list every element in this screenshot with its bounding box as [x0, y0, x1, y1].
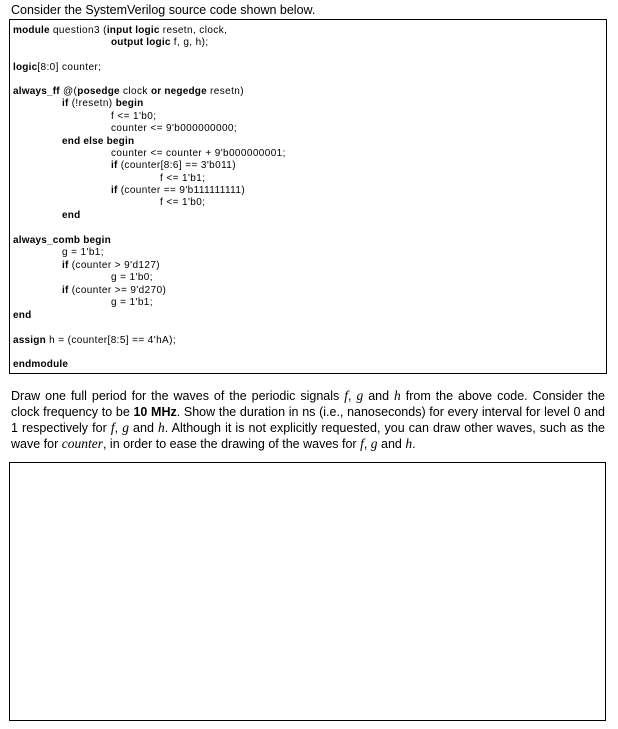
code-keyword: or negedge: [150, 86, 207, 97]
code-line: [62, 210, 80, 222]
code-line: [62, 247, 104, 259]
code-keyword: if: [111, 160, 118, 171]
code-line: [62, 136, 134, 148]
code-keyword: endmodule: [13, 359, 69, 370]
code-text: resetn, clock,: [159, 25, 228, 36]
code-text: f <= 1'b0;: [160, 197, 206, 208]
code-line: [111, 111, 156, 123]
code-keyword: begin: [115, 98, 144, 109]
code-text: resetn): [206, 86, 244, 97]
code-text: counter <= counter + 9'b000000001;: [111, 148, 286, 159]
intro-text: Consider the SystemVerilog source code shown below.: [11, 3, 316, 17]
code-keyword: module: [13, 25, 50, 36]
code-line: [111, 37, 209, 49]
code-keyword: posedge: [77, 86, 120, 97]
code-line: [62, 98, 143, 110]
code-line: [13, 359, 68, 371]
code-keyword: if: [111, 185, 118, 196]
code-line: [111, 297, 153, 309]
code-text: (!resetn): [68, 98, 116, 109]
code-text: f <= 1'b0;: [111, 111, 157, 122]
code-keyword: assign: [13, 335, 46, 346]
code-keyword: always_comb begin: [13, 235, 111, 246]
code-line: [13, 62, 101, 74]
code-text: h = (counter[8:5] == 4'hA);: [45, 335, 177, 346]
code-text: (counter > 9'd127): [68, 260, 161, 271]
code-keyword: always_ff: [13, 86, 60, 97]
code-line: [111, 185, 245, 197]
code-line: [13, 335, 176, 347]
code-keyword: if: [62, 285, 69, 296]
code-keyword: if: [62, 98, 69, 109]
code-listing: [9, 19, 607, 374]
code-text: (counter >= 9'd270): [68, 285, 167, 296]
code-keyword: input logic: [106, 25, 160, 36]
code-keyword: if: [62, 260, 69, 271]
code-text: g = 1'b0;: [111, 272, 153, 283]
code-text: (counter == 9'b111111111): [117, 185, 246, 196]
code-text: [8:0] counter;: [37, 62, 102, 73]
code-keyword: end: [62, 210, 81, 221]
code-text: f, g, h);: [170, 37, 209, 48]
code-text: f <= 1'b1;: [160, 173, 206, 184]
code-line: [13, 235, 111, 247]
instructions-text: Draw one full period for the waves of the periodic signals f, g and h from the above code. Consider the clock frequency to be 10 MHz. Show the duration in ns (i.e., nanoseconds) for every interval for level 0 and 1 respectively for f, g and h. Although it is not explicitly requested, you can draw other waves, such as the wave for counter, in order to ease the drawing of the waves for f, g and h.: [11, 388, 605, 451]
code-line: [160, 197, 205, 209]
code-text: g = 1'b1;: [111, 297, 153, 308]
code-line: [111, 123, 237, 135]
code-line: [111, 272, 153, 284]
code-keyword: logic: [13, 62, 38, 73]
code-text: clock: [119, 86, 151, 97]
code-text: question3 (: [49, 25, 107, 36]
code-line: [62, 260, 160, 272]
code-text: g = 1'b1;: [62, 247, 104, 258]
code-line: [13, 310, 31, 322]
code-line: [13, 25, 227, 37]
code-line: [13, 86, 244, 98]
code-text: @(: [59, 86, 78, 97]
code-line: [160, 173, 205, 185]
code-line: [111, 160, 236, 172]
code-line: [62, 285, 166, 297]
code-line: [111, 148, 286, 160]
code-text: counter <= 9'b000000000;: [111, 123, 238, 134]
answer-box[interactable]: [9, 462, 606, 721]
code-keyword: end else begin: [62, 136, 135, 147]
code-keyword: end: [13, 310, 32, 321]
code-keyword: output logic: [111, 37, 171, 48]
code-text: (counter[8:6] == 3'b011): [117, 160, 236, 171]
